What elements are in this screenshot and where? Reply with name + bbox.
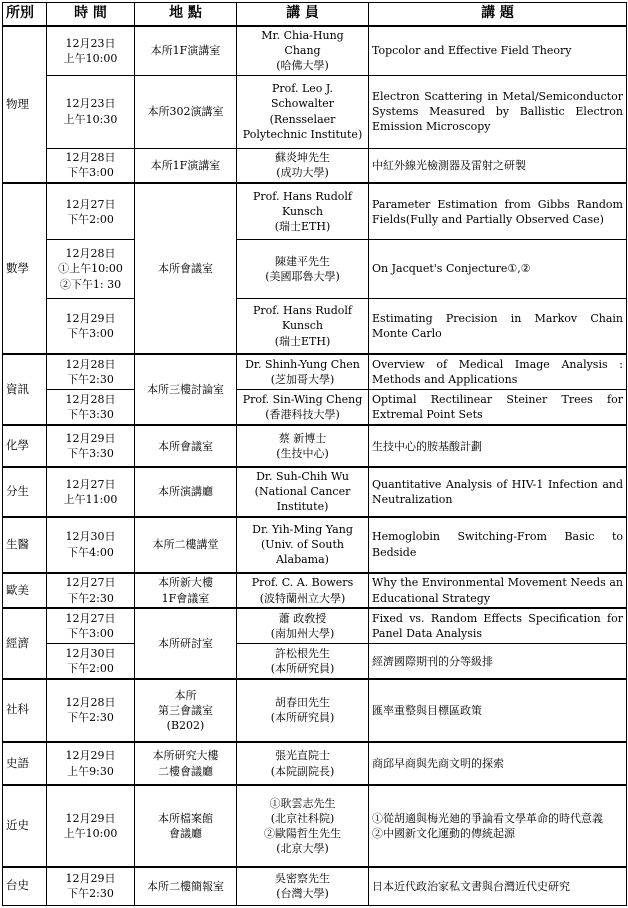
time-line: 下午2:30	[67, 373, 114, 387]
speaker-line: (Rensselaer	[269, 112, 336, 126]
place-line: 本所新大樓	[158, 576, 213, 590]
time-line: 12月29日	[65, 749, 116, 763]
speaker-line: 蔡 新博士	[278, 431, 327, 445]
place-cell	[135, 183, 237, 354]
time-line: 上午11:00	[63, 492, 118, 506]
table-row	[3, 298, 627, 354]
time-line: 12月27日	[65, 576, 116, 590]
header-topic: 講 題	[369, 3, 627, 27]
topic-line: ②中國新文化運動的傳統起源	[372, 827, 515, 841]
table-row	[3, 183, 627, 239]
institute-cell: 社科	[3, 679, 47, 742]
time-cell	[47, 183, 135, 239]
place-cell	[135, 148, 237, 183]
speaker-line: Mr. Chia-Hung	[261, 29, 344, 42]
speaker-cell	[237, 183, 369, 239]
topic-cell: 經濟國際期刊的分等級排	[369, 644, 627, 679]
time-line: 上午10:00	[63, 51, 118, 65]
place-cell	[135, 26, 237, 75]
time-line: 12月30日	[65, 646, 116, 660]
time-line: 下午4:00	[67, 545, 114, 559]
topic-cell: 商邱早商與先商文明的探索	[369, 742, 627, 786]
speaker-line: (瑞士ETH)	[274, 334, 331, 348]
table-row	[3, 742, 627, 786]
topic-cell	[369, 785, 627, 866]
place-line: 本所檔案館	[158, 811, 213, 825]
time-cell	[47, 240, 135, 298]
place-line: 本所302演講室	[147, 104, 224, 118]
time-line: 下午2:30	[67, 887, 114, 901]
speaker-line: 蕭 政敎授	[278, 612, 327, 626]
speaker-cell	[237, 644, 369, 679]
speaker-line: (北京社科院)	[270, 811, 335, 825]
time-cell	[47, 573, 135, 608]
time-line: 12月28日	[65, 151, 116, 165]
table-row	[3, 867, 627, 906]
speaker-line: 許松根先生	[275, 646, 330, 660]
place-cell	[135, 679, 237, 742]
place-line: 本所1F演講室	[150, 158, 221, 172]
speaker-line: (南加州大學)	[270, 627, 335, 641]
time-cell	[47, 390, 135, 425]
institute-cell: 化學	[3, 425, 47, 467]
time-line: 下午2:30	[67, 591, 114, 605]
table-row	[3, 644, 627, 679]
speaker-line: ①耿雲志先生	[269, 796, 336, 810]
time-cell	[47, 75, 135, 148]
place-cell	[135, 785, 237, 866]
speaker-line: (北京大學)	[276, 842, 329, 856]
time-line: 上午10:30	[63, 112, 118, 126]
time-line: 下午3:00	[67, 166, 114, 180]
speaker-line: Prof. Sin-Wing Cheng	[242, 393, 363, 407]
speaker-line: Chang	[284, 44, 321, 58]
time-line: 12月28日	[65, 696, 116, 710]
speaker-cell	[237, 390, 369, 425]
time-line: 12月27日	[65, 197, 116, 211]
speaker-cell	[237, 425, 369, 467]
topic-cell: Why the Environmental Movement Needs an Educational Strategy	[369, 573, 627, 608]
table-row	[3, 26, 627, 75]
topic-cell: 日本近代政治家私文書與台灣近代史研究	[369, 867, 627, 906]
time-line: ①上午10:00	[58, 262, 123, 276]
header-institute: 所別	[3, 3, 47, 27]
speaker-cell	[237, 354, 369, 389]
speaker-line: 胡春田先生	[275, 696, 330, 710]
time-line: 12月27日	[65, 477, 116, 491]
header-time: 時 間	[47, 3, 135, 27]
table-row	[3, 608, 627, 643]
table-row	[3, 390, 627, 425]
speaker-line: Dr. Shinh-Yung Chen	[245, 358, 360, 372]
topic-cell: Fixed vs. Random Effects Specification for Panel Data Analysis	[369, 608, 627, 643]
place-cell	[135, 467, 237, 517]
speaker-line: Prof. Hans Rudolf	[253, 304, 352, 318]
speaker-cell	[237, 679, 369, 742]
time-cell	[47, 148, 135, 183]
speaker-line: Polytechnic Institute)	[242, 127, 363, 141]
time-line: 12月23日	[65, 97, 116, 111]
table-row	[3, 785, 627, 866]
table-row	[3, 517, 627, 573]
table-row	[3, 75, 627, 148]
speaker-line: (美國耶魯大學)	[265, 269, 340, 283]
time-cell	[47, 517, 135, 573]
time-line: 下午3:30	[67, 408, 114, 422]
time-line: ②下午1: 30	[59, 277, 122, 291]
topic-cell: Parameter Estimation from Gibbs Random Fields(Fully and Partially Observed Case)	[369, 183, 627, 239]
place-line: 本所會議室	[158, 439, 213, 453]
speaker-cell	[237, 75, 369, 148]
institute-cell: 近史	[3, 785, 47, 866]
place-line: 本所二樓簡報室	[147, 879, 224, 893]
time-line: 下午2:00	[67, 212, 114, 226]
speaker-line: (本所研究員)	[270, 662, 335, 676]
time-line: 上午9:30	[67, 764, 114, 778]
topic-cell: Quantitative Analysis of HIV-1 Infection and Neutralization	[369, 467, 627, 517]
institute-cell: 歐美	[3, 573, 47, 608]
time-cell	[47, 298, 135, 354]
speaker-line: (哈佛大學)	[276, 59, 329, 73]
institute-cell: 數學	[3, 183, 47, 354]
topic-cell: Electron Scattering in Metal/Semiconductor Systems Measured by Ballistic Electron Emission Microscopy	[369, 75, 627, 148]
speaker-cell	[237, 298, 369, 354]
topic-cell: 中紅外線光檢測器及雷射之研製	[369, 148, 627, 183]
time-line: 12月29日	[65, 431, 116, 445]
speaker-line: Kunsch	[281, 319, 324, 333]
speaker-line: (生技中心)	[276, 447, 329, 461]
speaker-cell	[237, 785, 369, 866]
time-cell	[47, 354, 135, 389]
time-line: 12月30日	[65, 530, 116, 544]
place-line: 本所1F演講室	[150, 44, 221, 58]
speaker-cell	[237, 467, 369, 517]
topic-cell: Topcolor and Effective Field Theory	[369, 26, 627, 75]
speaker-line: Dr. Yih-Ming Yang	[252, 522, 353, 536]
time-cell	[47, 26, 135, 75]
topic-cell: 生技中心的胺基酸計劃	[369, 425, 627, 467]
speaker-line: (本院副院長)	[270, 764, 335, 778]
speaker-line: 陳建平先生	[275, 254, 330, 268]
place-line: (B202)	[166, 718, 205, 732]
table-row	[3, 425, 627, 467]
time-line: 12月28日	[65, 247, 116, 261]
speaker-line: (成功大學)	[276, 166, 329, 180]
table-row	[3, 679, 627, 742]
time-line: 上午10:00	[63, 827, 118, 841]
table-row	[3, 573, 627, 608]
speaker-line: (瑞士ETH)	[274, 220, 331, 234]
speaker-line: Kunsch	[281, 205, 324, 219]
place-line: 會議廳	[169, 827, 202, 841]
speaker-line: Prof. Hans Rudolf	[253, 190, 352, 204]
place-line: 本所	[174, 688, 197, 702]
time-line: 12月29日	[65, 311, 116, 325]
time-cell	[47, 742, 135, 786]
speaker-line: Alabama)	[276, 553, 329, 567]
institute-cell: 台史	[3, 867, 47, 906]
speaker-line: (香港科技大學)	[265, 408, 340, 422]
time-line: 12月23日	[65, 36, 116, 50]
seminar-schedule-table	[2, 2, 627, 906]
speaker-line: (Univ. of South	[260, 538, 344, 552]
speaker-cell	[237, 573, 369, 608]
topic-cell: On Jacquet's Conjecture①,②	[369, 240, 627, 298]
topic-cell: 匯率重整與目標區政策	[369, 679, 627, 742]
place-line: 二樓會議廳	[158, 764, 213, 778]
time-cell	[47, 467, 135, 517]
topic-line: ①從胡適與梅光廸的爭論看文學革命的時代意義	[372, 811, 603, 825]
institute-cell: 史語	[3, 742, 47, 786]
speaker-line: (本所研究員)	[270, 711, 335, 725]
place-line: 本所三樓討論室	[147, 383, 224, 397]
speaker-line: Schowalter	[270, 97, 335, 111]
topic-cell: Hemoglobin Switching-From Basic to Bedside	[369, 517, 627, 573]
institute-cell: 物理	[3, 26, 47, 183]
speaker-cell	[237, 148, 369, 183]
place-line: 本所研討室	[158, 637, 213, 651]
place-line: 本所二樓講堂	[152, 538, 219, 552]
speaker-cell	[237, 26, 369, 75]
header-row	[3, 3, 627, 27]
place-cell	[135, 608, 237, 679]
time-line: 12月29日	[65, 811, 116, 825]
time-line: 12月27日	[65, 612, 116, 626]
speaker-line: (台灣大學)	[276, 887, 329, 901]
speaker-cell	[237, 608, 369, 643]
place-line: 1F會議室	[161, 591, 210, 605]
place-cell	[135, 867, 237, 906]
speaker-line: Prof. Leo J.	[272, 82, 333, 96]
institute-cell: 資訊	[3, 354, 47, 425]
speaker-line: ②歐陽哲生先生	[264, 827, 341, 841]
time-cell	[47, 425, 135, 467]
header-speaker: 講 員	[237, 3, 369, 27]
table-row	[3, 240, 627, 298]
institute-cell: 經濟	[3, 608, 47, 679]
institute-cell: 分生	[3, 467, 47, 517]
time-line: 下午2:30	[67, 711, 114, 725]
time-line: 下午2:00	[67, 662, 114, 676]
table-row	[3, 148, 627, 183]
place-cell	[135, 425, 237, 467]
schedule-body	[3, 26, 627, 906]
table-row	[3, 354, 627, 389]
table-row	[3, 467, 627, 517]
place-cell	[135, 517, 237, 573]
time-line: 下午3:00	[67, 327, 114, 340]
time-cell	[47, 785, 135, 866]
place-line: 本所演講廳	[158, 485, 213, 499]
speaker-cell	[237, 867, 369, 906]
institute-cell: 生醫	[3, 517, 47, 573]
time-line: 12月28日	[65, 393, 116, 407]
place-cell	[135, 354, 237, 425]
time-line: 下午3:30	[67, 447, 114, 461]
speaker-line: (芝加哥大學)	[270, 373, 335, 387]
speaker-line: (波特蘭州立大學)	[259, 591, 346, 605]
speaker-line: 吳密察先生	[275, 872, 330, 886]
place-line: 本所研究大樓	[152, 749, 219, 763]
time-line: 下午3:00	[67, 627, 114, 641]
place-cell	[135, 573, 237, 608]
time-line: 12月29日	[65, 872, 116, 886]
time-cell	[47, 867, 135, 906]
time-cell	[47, 644, 135, 679]
header-place: 地 點	[135, 3, 237, 27]
place-line: 本所會議室	[158, 262, 213, 276]
speaker-line: Prof. C. A. Bowers	[251, 576, 354, 590]
speaker-line: 張光直院士	[275, 749, 330, 763]
topic-cell: Overview of Medical Image Analysis : Methods and Applications	[369, 354, 627, 389]
speaker-line: 蘇炎坤先生	[275, 151, 330, 165]
speaker-cell	[237, 742, 369, 786]
speaker-line: (National Cancer	[254, 485, 351, 499]
topic-cell: Estimating Precision in Markov Chain Monte Carlo	[369, 298, 627, 354]
speaker-cell	[237, 240, 369, 298]
place-cell	[135, 75, 237, 148]
speaker-line: Institute)	[276, 500, 329, 514]
time-cell	[47, 679, 135, 742]
place-cell	[135, 742, 237, 786]
time-line: 12月28日	[65, 358, 116, 372]
place-line: 第三會議室	[158, 703, 213, 717]
speaker-cell	[237, 517, 369, 573]
time-cell	[47, 608, 135, 643]
speaker-line: Dr. Suh-Chih Wu	[256, 469, 349, 483]
topic-cell: Optimal Rectilinear Steiner Trees for Extremal Point Sets	[369, 390, 627, 425]
